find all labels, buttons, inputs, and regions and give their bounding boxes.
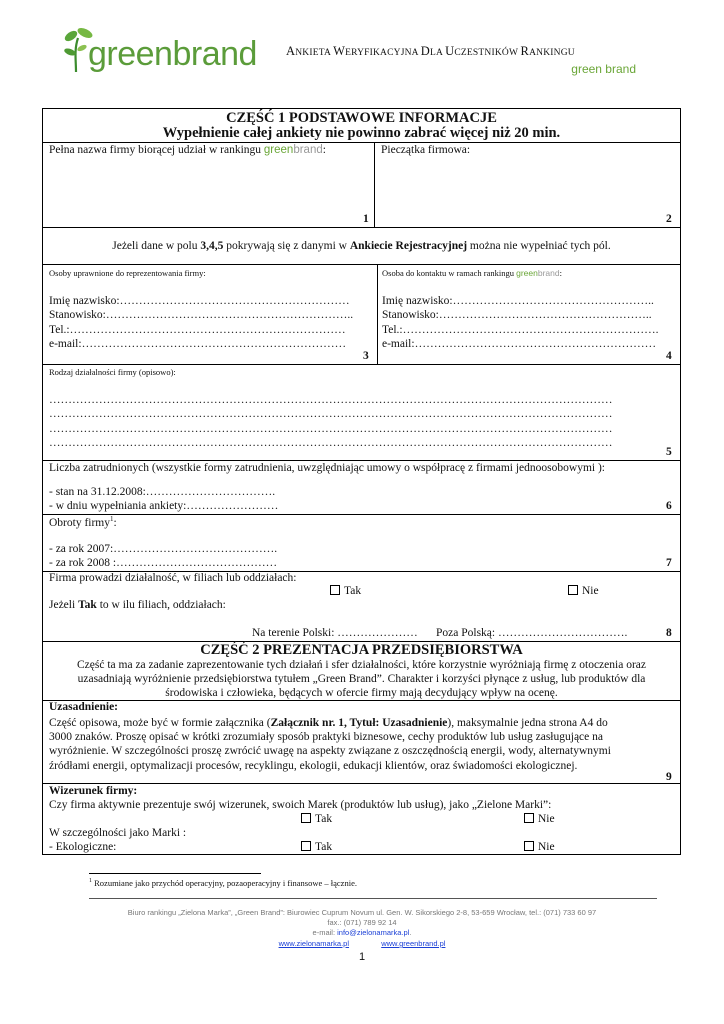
field-7-number: 7: [666, 557, 672, 569]
email-link[interactable]: info@zielonamarka.pl: [337, 928, 410, 937]
field-1-input-area[interactable]: [43, 160, 373, 215]
part2-intro: Część ta ma za zadanie zaprezentowanie tych działań i sfer działalności, które korzystnie wyróżniają firmę z otoczenia oraz uzasadniają wyróżnienie przedsiębiorstwa tytułem „Green Brand”. Charakter i korzyści płynące z usług, lub produktów dla środowiska i człowieka, będących w ofercie firmy mają decydujący wpływ na ocenę.: [77, 659, 646, 700]
field-3-name[interactable]: Imię nazwisko:……………………………………………………: [49, 295, 350, 307]
field-6-label: Liczba zatrudnionych (wszystkie formy zatrudnienia, uwzględniając umowy o współpracę z firmami jednoosobowymi ):: [49, 462, 605, 474]
field-4-label: Osoba do kontaktu w ramach rankingu greenbrand:: [382, 268, 562, 278]
field-3-position[interactable]: Stanowisko:………………………………………………………..: [49, 309, 354, 322]
eco-nie-option[interactable]: Nie: [524, 841, 555, 853]
footer-links: [0, 939, 724, 948]
field-3-lines[interactable]: [49, 294, 369, 351]
field-4-name[interactable]: Imię nazwisko:……………………………………………..: [382, 295, 654, 307]
field-4-number: 4: [666, 350, 672, 362]
brand-green-word: green: [263, 144, 294, 156]
image-nie-option[interactable]: Nie: [524, 813, 555, 825]
footer-fax: fax.: (071) 789 92 14: [327, 918, 397, 927]
image-subheading: W szczególności jako Marki :: [49, 827, 187, 839]
field-7-2007[interactable]: - za rok 2007:…………………………………….: [49, 543, 278, 555]
field-2-number: 2: [666, 213, 672, 225]
footnote: $^1$ Rozumiane jako przychód operacyjny, pozaoperacyjny i finansowe – łącznie.: [89, 878, 357, 888]
prefill-note: Jeżeli dane w polu 3,4,5 pokrywają się z danymi w Ankiecie Rejestracyjnej można nie wypełniać tych pól.: [112, 240, 611, 252]
field-3-label: Osoby uprawnione do reprezentowania firmy:: [49, 268, 206, 278]
brand-green-word: green: [516, 268, 538, 278]
justification-title: Uzasadnienie:: [49, 701, 118, 713]
field-6-stan[interactable]: - stan na 31.12.2008:…………………………….: [49, 486, 276, 498]
field-5-line[interactable]: …………………………………………………………………………………………………………………………………: [49, 408, 613, 421]
field-7-label: Obroty firmy$^1$:: [49, 515, 117, 529]
field-7-2008[interactable]: - za rok 2008 :……………………………………: [49, 557, 278, 569]
footer-address: Biuro rankingu „Zielona Marka”, „Green Brand”: Biurowiec Cuprum Novum ul. Gen. W. Sikorskiego 2-8, 53-659 Wrocław, tel.: (071) 733 60 97: [127, 908, 597, 917]
document-title: ANKIETA WERYFIKACYJNA DLA UCZESTNIKÓW RANKINGU: [286, 44, 575, 58]
field-3-number: 3: [363, 350, 369, 362]
field-5-line[interactable]: …………………………………………………………………………………………………………………………………: [49, 437, 613, 450]
brand-grey-word: brand: [293, 144, 323, 156]
field-8-abroad[interactable]: Poza Polską: …………………………….: [436, 627, 628, 639]
field-3-phone[interactable]: Tel.:………………………………………………………………: [49, 323, 346, 336]
part1-subtitle: Wypełnienie całej ankiety nie powinno zabrać więcej niż 20 min.: [162, 125, 561, 141]
eco-label: - Ekologiczne:: [49, 841, 117, 853]
header-brand-line: green brand: [571, 62, 636, 76]
page-number: 1: [358, 951, 366, 963]
logo: [62, 22, 257, 78]
footer-separator: [89, 898, 657, 899]
field-2-label: Pieczątka firmowa:: [381, 144, 471, 156]
field-8-nie-option[interactable]: Nie: [568, 585, 599, 597]
field-5-line[interactable]: …………………………………………………………………………………………………………………………………: [49, 394, 613, 406]
field-1-number: 1: [363, 213, 369, 225]
field-8-poland[interactable]: Na terenie Polski: …………………: [252, 627, 418, 639]
footnote-ref[interactable]: 1: [110, 515, 114, 523]
field-8-label: Firma prowadzi działalność, w filiach lub oddziałach:: [49, 572, 297, 584]
field-5-number: 5: [666, 446, 672, 458]
field-8-condition: Jeżeli Tak to w ilu filiach, oddziałach:: [49, 599, 226, 611]
field-5-lines[interactable]: [49, 393, 677, 451]
field-8-tak-option[interactable]: Tak: [330, 585, 361, 597]
footnote-separator: [89, 873, 261, 874]
field-2-stamp-area[interactable]: [376, 160, 676, 215]
checkbox-icon[interactable]: [568, 585, 578, 595]
part2-title: CZĘŚĆ 2 PREZENTACJA PRZEDSIĘBIORSTWA: [200, 642, 523, 658]
field-3-email[interactable]: e-mail:……………………………………………………………: [49, 337, 347, 350]
field-1-label: Pełna nazwa firmy biorącej udział w rankingu greenbrand:: [49, 144, 326, 156]
brand-grey-word: brand: [537, 268, 560, 278]
field-4-position[interactable]: Stanowisko:………………………………………………..: [382, 309, 652, 322]
justification-text: Część opisowa, może być w formie załącznika (Załącznik nr. 1, Tytuł: Uzasadnienie), maksymalnie jedna strona A4 do 3000 znaków. Proszę opisać w krótki zrozumiały sposób praktyki biznesowe, cechy produktów lub usług zasługujące na wyróżnienie. W szczególności proszę zwrócić uwagę na aspekty związane z oszczędnością energii, wody, alternatywnymi źródłami energii, optymalizacji procesów, recyklingu, ekologii, edukacji klientów, oraz świadomości ekologicznej.: [49, 717, 611, 772]
field-5-label: Rodzaj działalności firmy (opisowo):: [49, 367, 176, 377]
checkbox-icon[interactable]: [330, 585, 340, 595]
part1-title: CZĘŚĆ 1 PODSTAWOWE INFORMACJE: [226, 110, 497, 126]
field-4-lines[interactable]: [382, 294, 678, 351]
image-title: Wizerunek firmy:: [49, 785, 138, 797]
checkbox-icon[interactable]: [524, 813, 534, 823]
image-question: Czy firma aktywnie prezentuje swój wizerunek, swoich Marek (produktów lub usług), jako „Zielone Marki”:: [49, 799, 552, 811]
field-6-today[interactable]: - w dniu wypełniania ankiety:……………………: [49, 500, 279, 512]
field-6-number: 6: [666, 500, 672, 512]
image-tak-option[interactable]: Tak: [301, 813, 332, 825]
footer-email: e-mail: info@zielonamarka.pl.: [312, 928, 412, 937]
eco-tak-option[interactable]: Tak: [301, 841, 332, 853]
checkbox-icon[interactable]: [301, 813, 311, 823]
justification-number: 9: [666, 771, 672, 783]
zielonamarka-link[interactable]: www.zielonamarka.pl: [278, 939, 350, 948]
checkbox-icon[interactable]: [301, 841, 311, 851]
logo-text: greenbrand: [88, 35, 257, 73]
field-4-email[interactable]: e-mail:………………………………………………………: [382, 337, 657, 350]
checkbox-icon[interactable]: [524, 841, 534, 851]
field-5-line[interactable]: …………………………………………………………………………………………………………………………………: [49, 422, 613, 435]
greenbrand-link[interactable]: www.greenbrand.pl: [381, 939, 446, 948]
field-4-phone[interactable]: Tel.:………………………………………………………….: [382, 323, 659, 336]
field-8-number: 8: [666, 627, 672, 639]
